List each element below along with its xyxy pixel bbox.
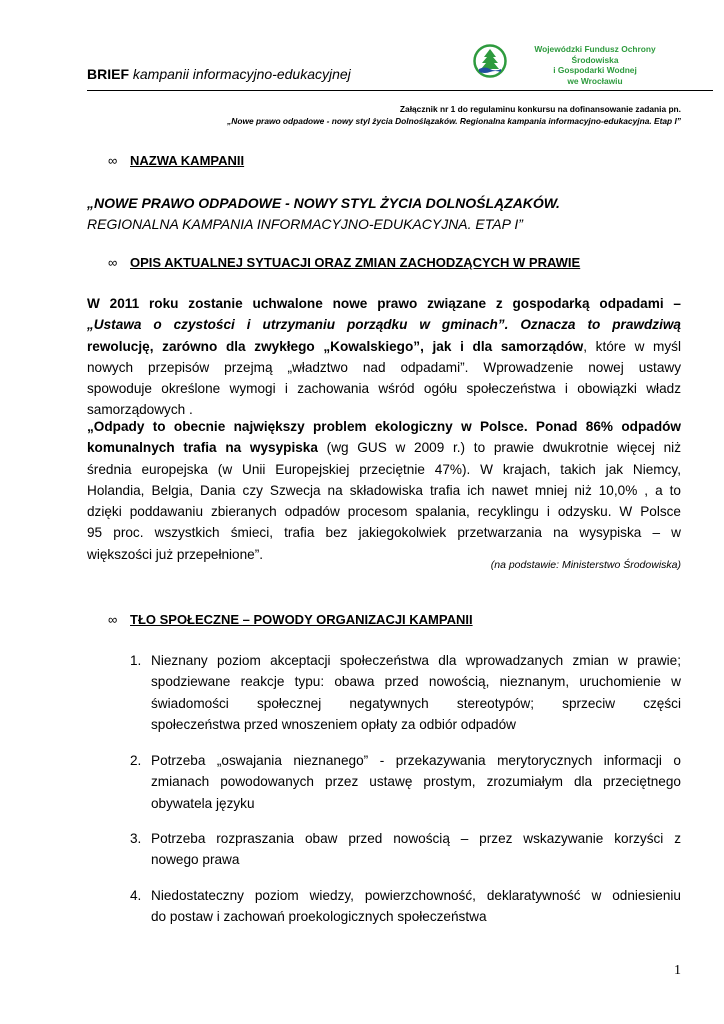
list-number: 3. <box>130 831 142 846</box>
paragraph-line <box>87 437 681 458</box>
wfosigw-logo <box>473 44 683 84</box>
list-line: Niedostateczny poziom wiedzy, powierzchowność, deklaratywność w odniesieniu <box>151 888 681 903</box>
list-number: 2. <box>130 753 142 768</box>
header-rule <box>87 90 713 91</box>
paragraph-line: dzięki poddawaniu zbieranych odpadów procesom spalania, recyklingu i odzysku. W Polsce <box>87 504 681 520</box>
annex-line-1: Załącznik nr 1 do regulaminu konkursu na dofinansowanie zadania pn. <box>399 104 681 114</box>
logo-line-3: we Wrocławiu <box>567 75 623 86</box>
text: (wg GUS w 2009 r.) to prawie dwukrotnie więcej niż <box>317 440 681 456</box>
list-line: społeczeństwa przed wnoszeniem opłaty za odbiór odpadów <box>151 716 516 732</box>
paragraph-line: W 2011 roku zostanie uchwalone nowe prawo związane z gospodarką odpadami – <box>87 296 681 311</box>
logo-line-2: i Gospodarki Wodnej <box>553 65 637 75</box>
heading-situation <box>108 255 580 270</box>
tree-logo-icon <box>473 44 507 78</box>
paragraph-waste-problem <box>87 416 681 565</box>
list-number: 1. <box>130 653 142 668</box>
infinity-bullet-icon: ∞ <box>108 255 118 270</box>
list-line: Potrzeba rozpraszania obaw przed nowością – przez wskazywanie korzyści z <box>151 831 681 846</box>
infinity-bullet-icon: ∞ <box>108 612 118 627</box>
list-line: zmianach powodowanych przez ustawę prostym, zrozumiałym dla przeciętnego <box>151 774 681 790</box>
paragraph-line: nowych przepisów przejmą „władztwo nad odpadami”. Wprowadzenie nowej ustawy <box>87 359 681 375</box>
brief-bold: BRIEF <box>87 66 129 82</box>
paragraph-line: większości już przepełnione”. <box>87 546 264 562</box>
list-line: nowego prawa <box>151 852 240 868</box>
text: , które w myśl <box>583 338 681 354</box>
infinity-bullet-icon: ∞ <box>108 153 118 168</box>
list-line: do postaw i zachowań proekologicznych społeczeństwa <box>151 909 487 925</box>
list-line: obywatela języku <box>151 795 255 811</box>
list-item <box>130 885 681 928</box>
list-number: 4. <box>130 888 142 903</box>
paragraph-law-change <box>87 293 681 421</box>
heading-text: NAZWA KAMPANII <box>130 153 245 168</box>
list-line: świadomości społecznej negatywnych stereotypów; sprzeciw części <box>151 695 681 711</box>
list-line: spodziewane reakcje typu: obawa przed nowością, nieznanym, uruchomienie w <box>151 674 681 690</box>
list-line: Nieznany poziom akceptacji społeczeństwa dla wprowadzanych zmian w prawie; <box>151 653 681 668</box>
heading-text: TŁO SPOŁECZNE – POWODY ORGANIZACJI KAMPANII <box>130 612 473 627</box>
brief-title <box>87 66 351 82</box>
campaign-name-line-2: REGIONALNA KAMPANIA INFORMACYJNO-EDUKACYJNA. ETAP I” <box>87 216 523 232</box>
paragraph-line: średnia europejska (w Unii Europejskiej przeciętnie 47%). W krajach, takich jak Niemcy, <box>87 461 681 477</box>
paragraph-line: spowoduje określone wymogi i zachowania wśród ogółu społeczeństwa i obowiązki władz <box>87 381 681 397</box>
page-number: 1 <box>674 963 681 978</box>
heading-text: OPIS AKTUALNEJ SYTUACJI ORAZ ZMIAN ZACHODZĄCYCH W PRAWIE <box>130 255 581 270</box>
paragraph-line: samorządowych . <box>87 402 193 418</box>
emphasis: rewolucję, zarówno dla zwykłego „Kowalskiego”, jak i dla samorządów <box>87 338 584 354</box>
list-line: Potrzeba „oswajania nieznanego” - przekazywania merytorycznych informacji o <box>151 753 681 768</box>
list-item <box>130 750 681 814</box>
paragraph-line: Holandia, Belgia, Dania czy Szwecja na składowiska trafia ich nawet mniej niż 10,0% , a to <box>87 482 681 498</box>
paragraph-line <box>87 336 681 357</box>
heading-campaign-name <box>108 153 244 168</box>
brief-subtitle: kampanii informacyjno-edukacyjnej <box>129 66 351 82</box>
source-citation: (na podstawie: Ministerstwo Środowiska) <box>490 559 681 571</box>
annex-line-2: „Nowe prawo odpadowe - nowy styl życia Dolnoślązaków. Regionalna kampania informacyjno-edukacyjna. Etap I” <box>227 116 681 126</box>
campaign-name-line-1: „NOWE PRAWO ODPADOWE - NOWY STYL ŻYCIA DOLNOŚLĄZAKÓW. <box>87 195 560 211</box>
list-item <box>130 828 681 871</box>
paragraph-line: 95 proc. wszystkich śmieci, trafia bez jakiegokolwiek przetwarzania na wysypiska – w <box>87 525 681 541</box>
logo-line-1: Wojewódzki Fundusz Ochrony Środowiska <box>534 44 656 65</box>
list-item <box>130 650 681 735</box>
paragraph-line: „Ustawa o czystości i utrzymaniu porządku w gminach”. Oznacza to prawdziwą <box>87 317 681 333</box>
heading-social-background <box>108 612 473 627</box>
paragraph-line: „Odpady to obecnie największy problem ekologiczny w Polsce. Ponad 86% odpadów <box>87 419 681 434</box>
emphasis: komunalnych trafia na wysypiska <box>87 440 318 456</box>
